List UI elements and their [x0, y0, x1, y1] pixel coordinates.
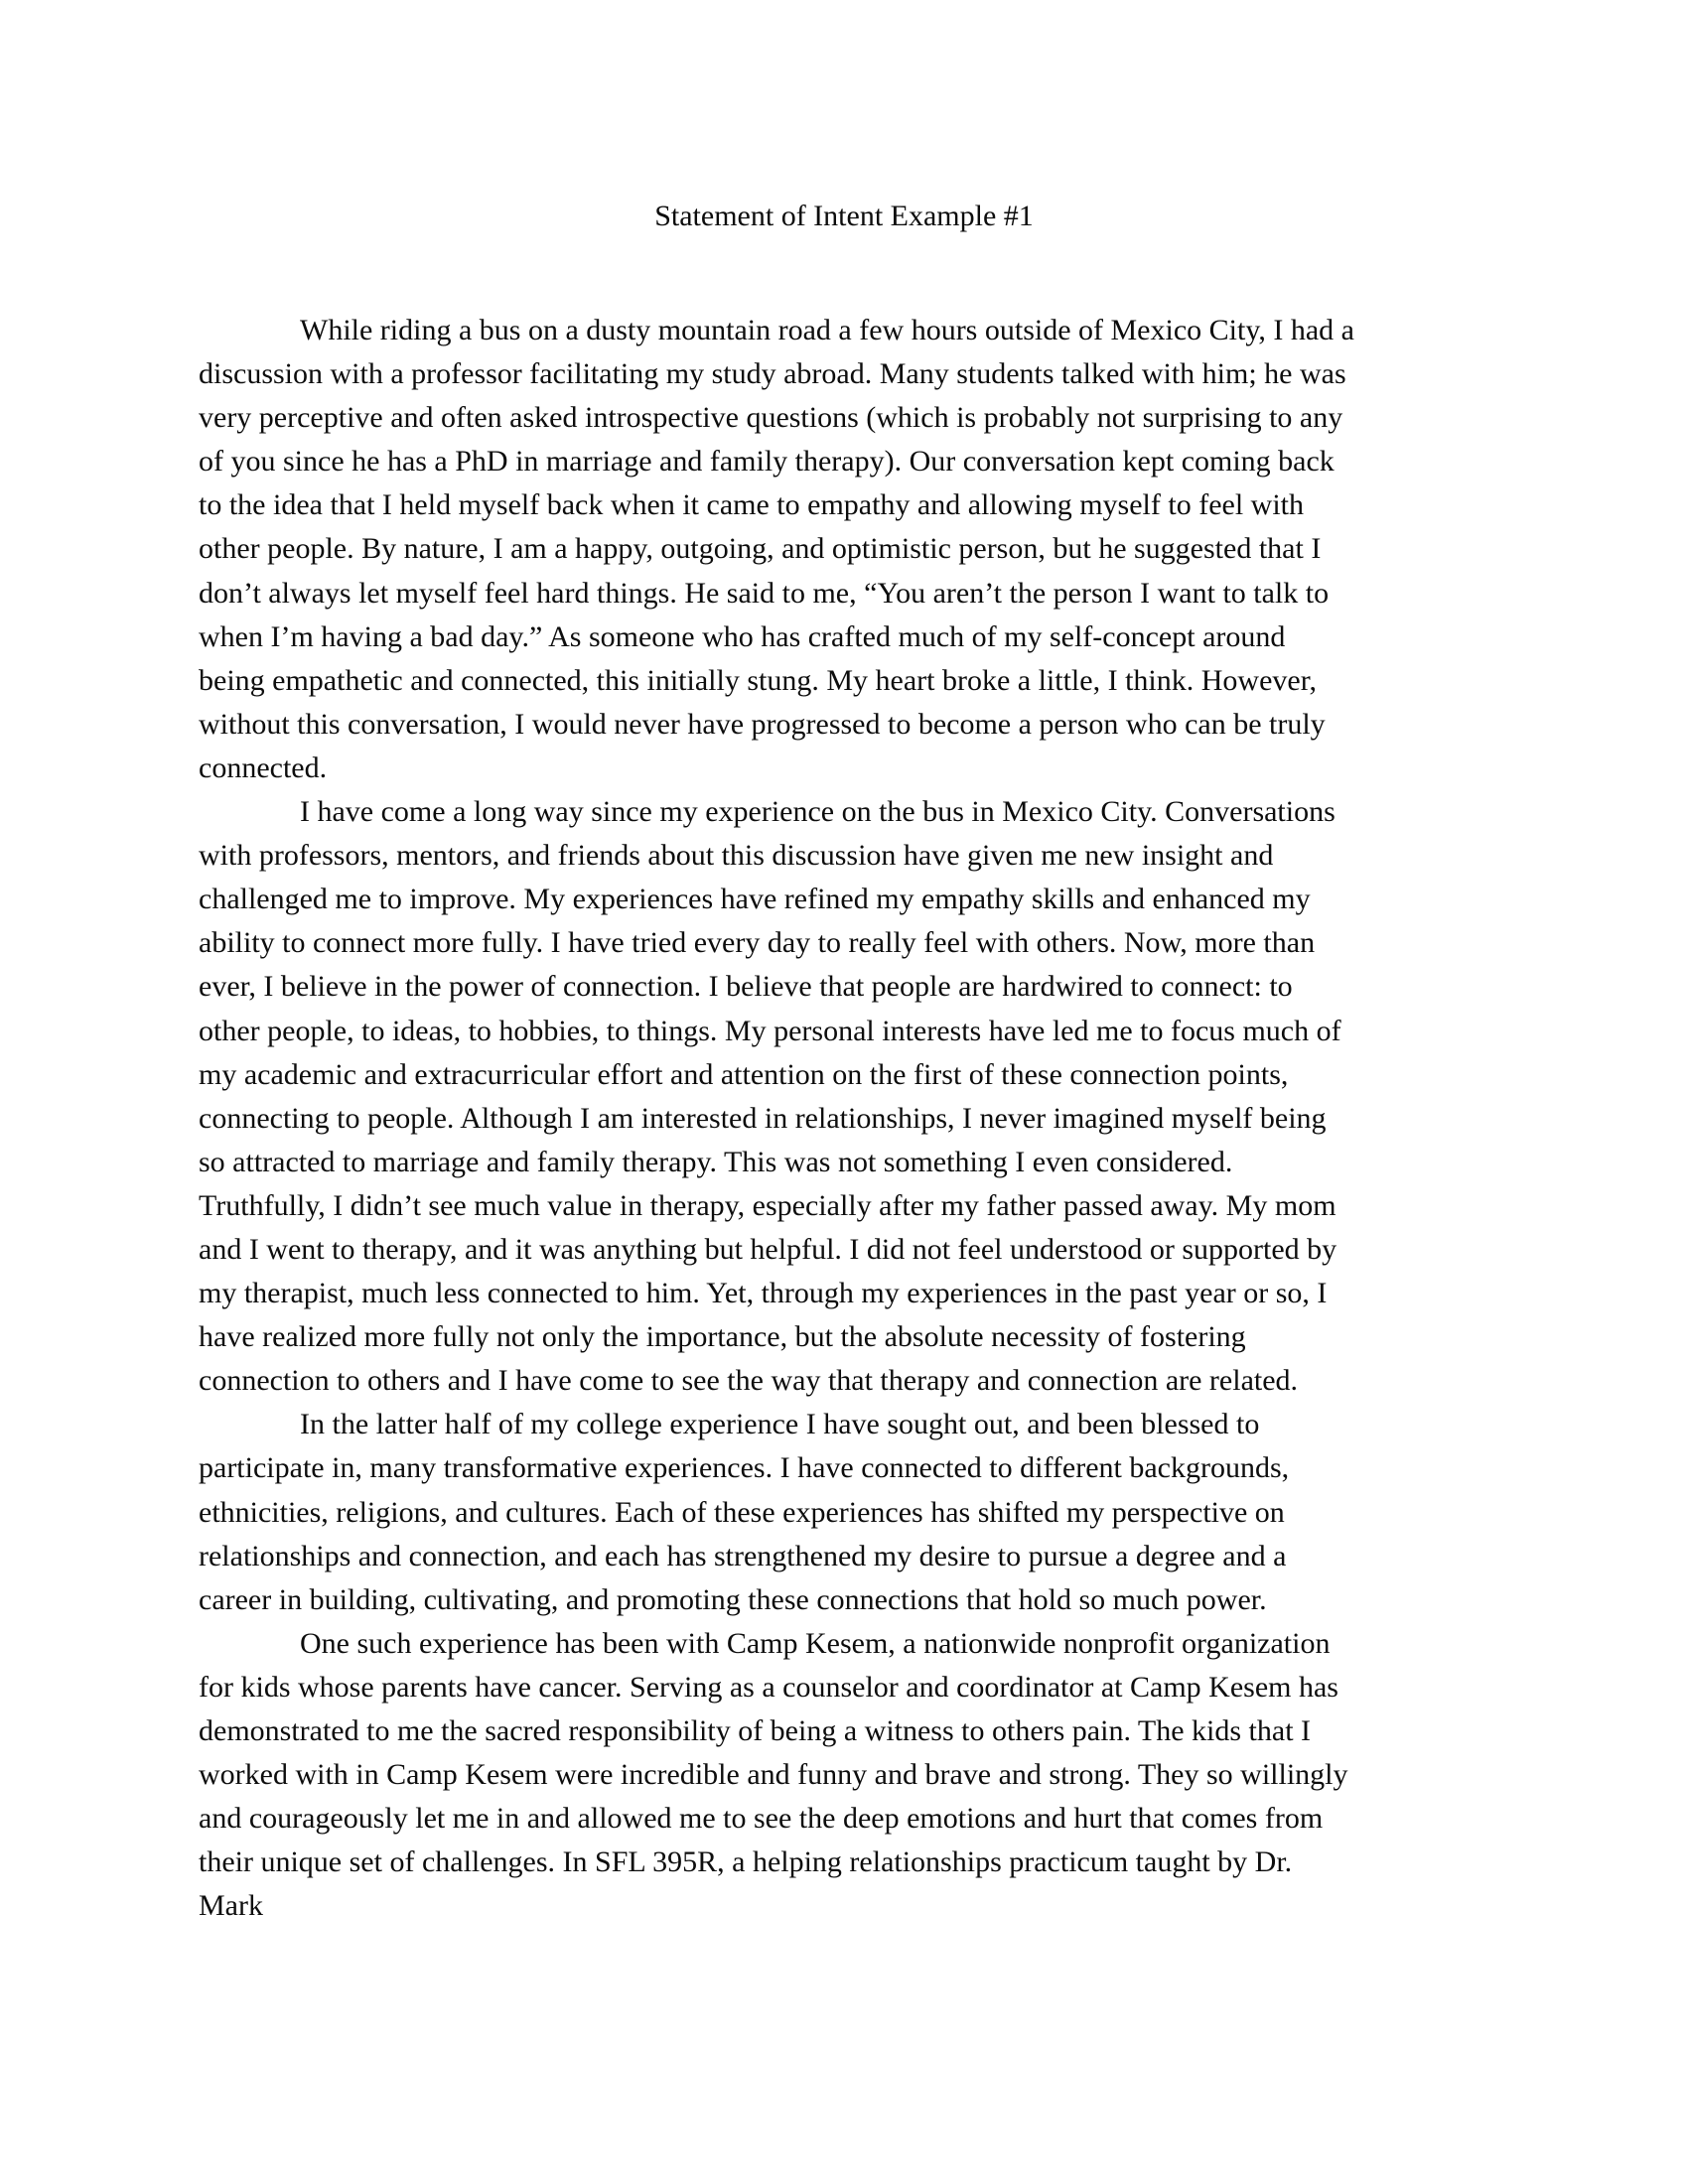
text-line: participate in, many transformative experiences. I have connected to different backgrounds, — [199, 1451, 1290, 1485]
text-line: with professors, mentors, and friends about this discussion have given me new insight and — [199, 839, 1274, 873]
text-line: connected. — [199, 751, 328, 784]
text-line: to the idea that I held myself back when it came to empathy and allowing myself to feel with — [199, 488, 1305, 522]
text-line: Truthfully, I didn’t see much value in therapy, especially after my father passed away. My mom — [199, 1188, 1336, 1222]
document-title: Statement of Intent Example #1 — [654, 200, 1034, 232]
text-line: have realized more fully not only the importance, but the absolute necessity of fostering — [199, 1320, 1246, 1354]
text-line: worked with in Camp Kesem were incredible and funny and brave and strong. They so willingly — [199, 1758, 1348, 1792]
paragraph-2 — [199, 790, 1489, 1403]
text-line: of you since he has a PhD in marriage and family therapy). Our conversation kept coming back — [199, 445, 1335, 478]
document-body — [199, 309, 1489, 1928]
text-line: so attracted to marriage and family therapy. This was not something I even considered. — [199, 1145, 1233, 1178]
text-line: other people, to ideas, to hobbies, to things. My personal interests have led me to focus much of — [199, 1014, 1341, 1047]
text-line: for kids whose parents have cancer. Serving as a counselor and coordinator at Camp Kesem has — [199, 1670, 1338, 1704]
text-line: when I’m having a bad day.” As someone who has crafted much of my self-concept around — [199, 619, 1286, 653]
text-line: ever, I believe in the power of connection. I believe that people are hardwired to connect: to — [199, 970, 1293, 1004]
text-line: I have come a long way since my experience on the bus in Mexico City. Conversations — [300, 795, 1336, 829]
text-line: other people. By nature, I am a happy, outgoing, and optimistic person, but he suggested that I — [199, 532, 1322, 566]
text-line: Mark — [199, 1889, 263, 1923]
text-line: While riding a bus on a dusty mountain road a few hours outside of Mexico City, I had a — [300, 314, 1354, 346]
text-line: very perceptive and often asked introspective questions (which is probably not surprising to any — [199, 401, 1343, 435]
text-line: challenged me to improve. My experiences have refined my empathy skills and enhanced my — [199, 883, 1311, 916]
text-line: my therapist, much less connected to him. Yet, through my experiences in the past year or so, I — [199, 1277, 1328, 1310]
paragraph-1 — [199, 309, 1489, 790]
text-line: discussion with a professor facilitating my study abroad. Many students talked with him; he was — [199, 357, 1346, 391]
text-line: being empathetic and connected, this initially stung. My heart broke a little, I think. However, — [199, 663, 1317, 697]
paragraph-3 — [199, 1403, 1489, 1621]
text-line: my academic and extracurricular effort and attention on the first of these connection points, — [199, 1057, 1289, 1091]
text-line: don’t always let myself feel hard things. He said to me, “You aren’t the person I want to talk to — [199, 576, 1330, 610]
text-line: In the latter half of my college experience I have sought out, and been blessed to — [300, 1408, 1260, 1441]
text-line: and courageously let me in and allowed me to see the deep emotions and hurt that comes from — [199, 1802, 1324, 1836]
text-line: connecting to people. Although I am interested in relationships, I never imagined myself being — [199, 1101, 1327, 1135]
text-line: career in building, cultivating, and promoting these connections that hold so much power. — [199, 1582, 1267, 1616]
text-line: demonstrated to me the sacred responsibility of being a witness to others pain. The kids that I — [199, 1714, 1312, 1747]
paragraph-4 — [199, 1622, 1489, 1929]
text-line: connection to others and I have come to see the way that therapy and connection are related. — [199, 1364, 1299, 1398]
text-line: One such experience has been with Camp Kesem, a nationwide nonprofit organization — [300, 1626, 1331, 1660]
text-line: ethnicities, religions, and cultures. Each of these experiences has shifted my perspective on — [199, 1495, 1285, 1529]
text-line: and I went to therapy, and it was anything but helpful. I did not feel understood or supported by — [199, 1232, 1337, 1266]
text-line: ability to connect more fully. I have tried every day to really feel with others. Now, more than — [199, 926, 1316, 960]
text-line: their unique set of challenges. In SFL 395R, a helping relationships practicum taught by Dr. — [199, 1845, 1293, 1879]
text-line: relationships and connection, and each has strengthened my desire to pursue a degree and a — [199, 1539, 1287, 1572]
text-line: without this conversation, I would never have progressed to become a person who can be truly — [199, 707, 1326, 741]
